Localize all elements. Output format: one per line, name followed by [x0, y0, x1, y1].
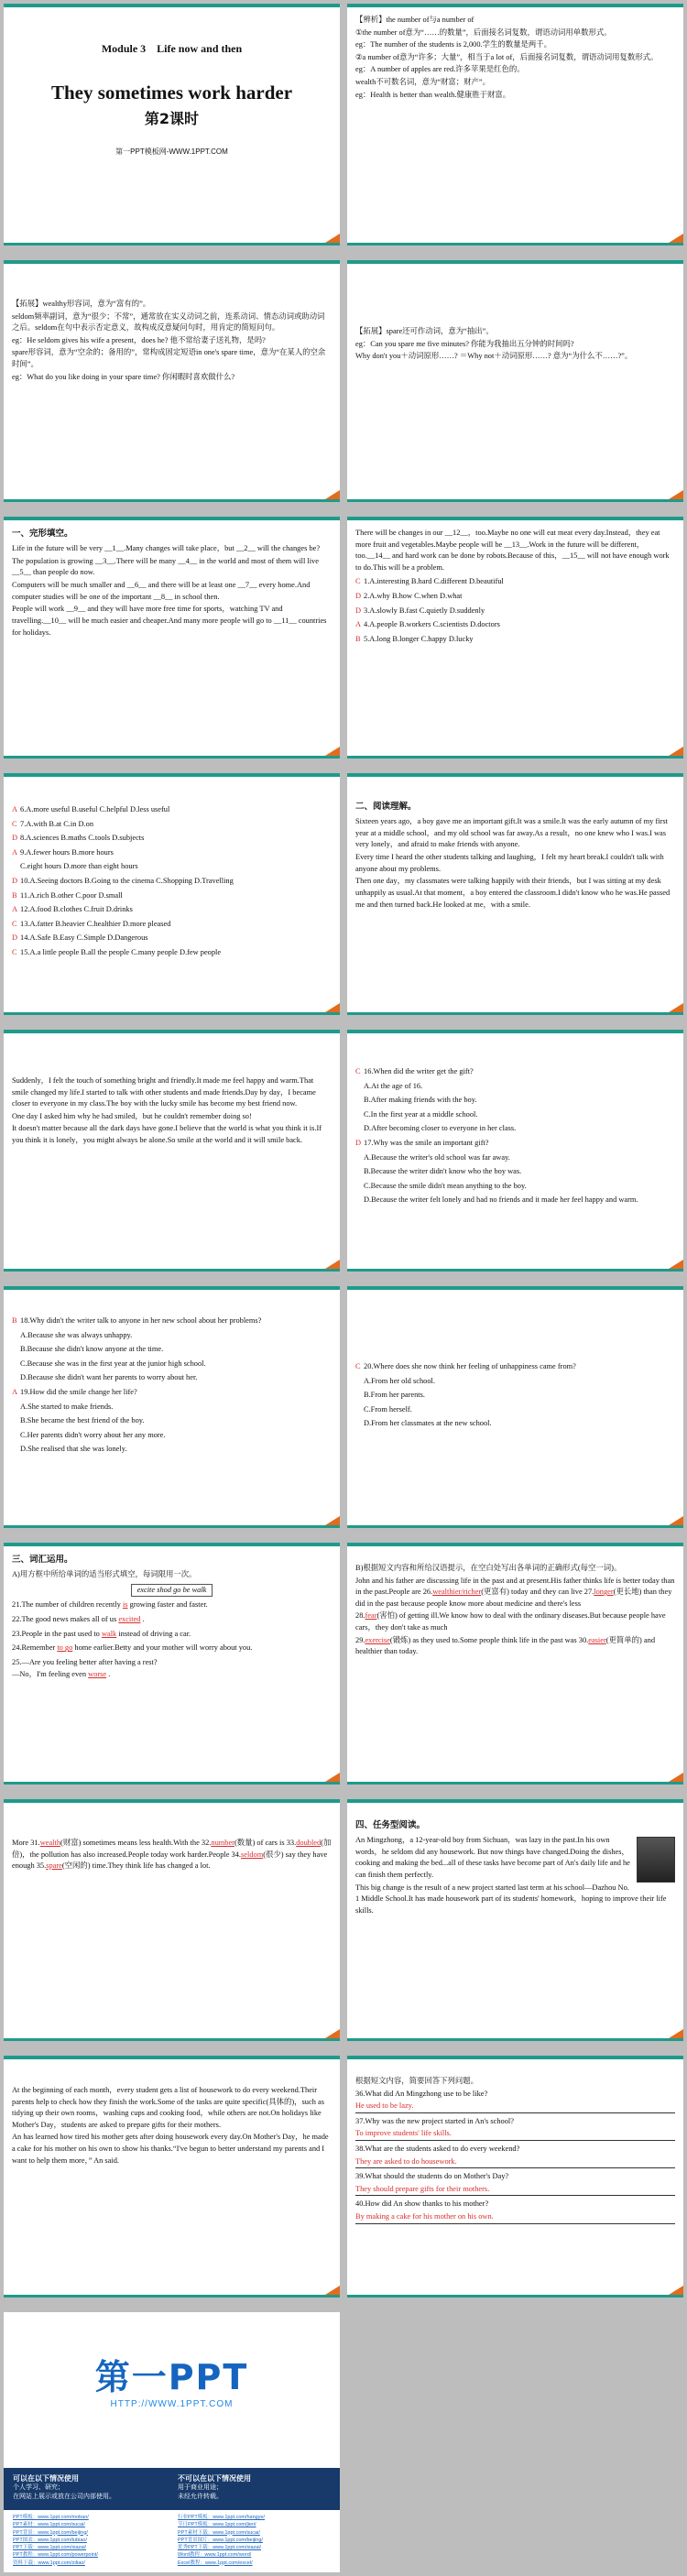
- option-line: [12, 919, 332, 931]
- option-text: 18.Why didn't the writer talk to anyone in her new school about her problems?: [20, 1316, 262, 1325]
- answer-key: C: [355, 577, 361, 586]
- answer-key: C: [355, 1067, 361, 1075]
- option-line: [355, 619, 675, 631]
- text-line: 【拓展】spare还可作动词，意为“抽出”。: [355, 327, 494, 335]
- answer-blank: spare: [46, 1861, 62, 1871]
- can-use: [13, 2473, 164, 2502]
- ad-link: [13, 2529, 168, 2537]
- answer-key: C: [355, 1362, 361, 1370]
- answer-key: D: [355, 1139, 362, 1148]
- option-text: 13.A.fatter B.heavier C.healthier D.more pleased: [20, 919, 171, 928]
- ad-link-text: PPT教程：www.1ppt.com/powerpoint/: [13, 2552, 98, 2559]
- answer-line: They are asked to do housework.: [355, 2156, 675, 2169]
- item-post: home earlier.Betty and your mother will worry about you.: [74, 1643, 253, 1653]
- option-line: [355, 606, 675, 617]
- option-text: 3.A.slowly B.fast C.quietly D.suddenly: [364, 606, 485, 615]
- ad-link: [13, 2551, 168, 2559]
- ad-link: [178, 2529, 333, 2537]
- answer-key: D: [12, 834, 18, 843]
- answer-blank: fear: [365, 1611, 377, 1621]
- option-text: A.From her old school.: [364, 1376, 435, 1385]
- option-text: B.Because the writer didn't know who the boy was.: [364, 1167, 522, 1176]
- option-line: [355, 1123, 675, 1135]
- option-line: [12, 861, 332, 873]
- ppt-ad-slide: [4, 2312, 340, 2572]
- answer-blank: excited: [118, 1615, 141, 1624]
- line-text: (空闲的) time.They think life has changed a lot.: [61, 1861, 211, 1871]
- links-left: [13, 2514, 168, 2567]
- answer-blank: easier: [588, 1635, 606, 1644]
- line-text: (锻炼) as they used to.Some people think life in the past was 30.: [389, 1635, 589, 1644]
- text-line: eg：What do you like doing in your spare time? 你闲暇时喜欢做什么?: [12, 372, 235, 381]
- module-title: Module 3 Life now and then: [101, 42, 243, 55]
- option-text: A.At the age of 16.: [364, 1081, 423, 1090]
- slide-task-reading-1: [347, 1799, 683, 2041]
- option-text: C.eight hours D.more than eight hours: [20, 862, 138, 871]
- fill-item: [12, 1657, 332, 1680]
- option-text: D.She realised that she was lonely.: [20, 1445, 127, 1454]
- answer-key: A: [12, 905, 18, 914]
- line-text: John and his father are discussing life in the past and at present.His father thinks life is better today than in the past.People are 26.: [355, 1576, 675, 1597]
- option-line: [12, 804, 332, 816]
- ppt-logo: 第一PPT: [94, 2357, 249, 2397]
- answer-blank: number: [211, 1839, 234, 1847]
- slide-cloze-options: [4, 773, 340, 1015]
- slide-cloze-2: [347, 517, 683, 759]
- answer-key: B: [12, 1316, 17, 1325]
- option-line: [12, 876, 332, 888]
- option-text: B.From her parents.: [364, 1391, 425, 1400]
- answer-blank: longer: [594, 1588, 614, 1597]
- answer-blank: doubled: [296, 1839, 322, 1847]
- answer-key: C: [12, 819, 17, 828]
- ad-link: [178, 2544, 333, 2551]
- option-line: [12, 1372, 332, 1384]
- text-line: 【辨析】the number of与a number of: [355, 16, 474, 24]
- s13-items: [12, 1599, 332, 1680]
- fill-item: [12, 1629, 332, 1641]
- line-text: 28.: [355, 1611, 365, 1621]
- option-line: [355, 1166, 675, 1178]
- option-line: [12, 947, 332, 959]
- option-line: [12, 890, 332, 902]
- empty-cell: [347, 2312, 683, 2572]
- line-text: (财富) sometimes means less health.With the 32.: [60, 1839, 212, 1847]
- answer-key: B: [12, 890, 17, 900]
- answer-key: B: [355, 634, 361, 643]
- line-text: (加倍)，the pollution has also increased.People today work harder.People 34.: [12, 1839, 332, 1859]
- option-line: [355, 576, 675, 588]
- text-line: Life in the future will be very __1__.Many changes will take place，but __2__ will the changes be?: [12, 544, 321, 553]
- slide-answers: [347, 2056, 683, 2298]
- s12-lines: [355, 1361, 675, 1430]
- text-line: 【拓展】wealthy形容词，意为“富有的”。: [12, 300, 151, 308]
- fill-item: [12, 1643, 332, 1654]
- option-line: [12, 933, 332, 944]
- answer-blank: worse: [88, 1669, 107, 1678]
- line-text: 29.: [355, 1635, 365, 1644]
- text-line: One day I asked him why he had smiled，but he couldn't remember doing so!: [12, 1111, 252, 1120]
- instruction: B)根据短文内容和所给汉语提示，在空白处写出各单词的正确形式(每空一词)。: [355, 1564, 622, 1572]
- answer-key: D: [12, 877, 18, 886]
- answer-blank: wealth: [39, 1839, 61, 1847]
- slide-spare: [347, 260, 683, 502]
- option-line: [355, 1418, 675, 1430]
- slide-vocab-b: [347, 1543, 683, 1785]
- answer-blank: wealthier/richer: [432, 1588, 482, 1597]
- option-line: [12, 833, 332, 845]
- answer-blank: is: [122, 1600, 128, 1610]
- cover-block: [12, 40, 332, 158]
- text-line: wealth不可数名词，意为“财富；财产”。: [355, 78, 491, 87]
- option-line: [12, 1387, 332, 1399]
- question: 39.What should the students do on Mother's Day?: [355, 2172, 509, 2181]
- ad-link: [178, 2551, 333, 2559]
- links-right: [178, 2514, 333, 2567]
- ad-link: [13, 2514, 168, 2521]
- answer-key: D: [355, 606, 362, 615]
- section-heading: 三、词汇运用。: [12, 1555, 73, 1565]
- s14-lines: [355, 1576, 675, 1658]
- text-line: It doesn't matter because all the dark days have gone.I believe that the world is what you think it is.If you think it is lonely，you might always be alone.So smile at the world and it will smile back.: [12, 1124, 322, 1145]
- text-line: An has learned how tired his mother gets after doing housework every day.On Mother's Day，he made a cake for his mother on his own to show his thanks.“I've begun to better understand my parents and I want to help them more，” An said.: [12, 2133, 329, 2165]
- text-line: eg：The number of the students is 2,000.学生的数量是两千。: [355, 40, 552, 49]
- cannot-text: 用于商业用途； 未经允许转载。: [178, 2484, 223, 2500]
- ppt-url[interactable]: HTTP://WWW.1PPT.COM: [110, 2399, 234, 2409]
- slide-vocab-b2: [4, 1799, 340, 2041]
- line-text: More 31.: [12, 1839, 40, 1847]
- option-text: 12.A.food B.clothes C.fruit D.drinks: [20, 905, 133, 914]
- item-post: instead of driving a car.: [118, 1629, 191, 1638]
- item-pre: 24.Remember: [12, 1643, 56, 1653]
- option-text: 4.A.people B.workers C.scientists D.doctors: [364, 620, 500, 629]
- text-line: eg：He seldom gives his wife a present，does he? 他不常给妻子送礼物，是吗?: [12, 335, 266, 344]
- answer-line: By making a cake for his mother on his own.: [355, 2211, 675, 2224]
- lesson-title: They sometimes work harder: [50, 82, 293, 104]
- option-line: [12, 1444, 332, 1456]
- s9-lines: [12, 1075, 332, 1147]
- fill-item: [12, 1614, 332, 1626]
- option-text: 2.A.why B.how C.when D.what: [364, 592, 463, 601]
- option-line: [355, 1066, 675, 1078]
- s3-lines: [12, 299, 332, 383]
- option-line: [12, 1315, 332, 1327]
- option-line: [12, 1402, 332, 1414]
- fill-line: [12, 1838, 332, 1872]
- option-line: [12, 904, 332, 916]
- option-text: 11.A.rich B.other C.poor D.small: [20, 890, 123, 900]
- ad-link-text: Excel教程：www.1ppt.com/excel/: [178, 2560, 253, 2566]
- can-title: 可以在以下情况使用: [13, 2474, 79, 2483]
- text-line: There will be changes in our __12__，too.Maybe no one will eat meat every day.Instead，they eat more fruit and vegetables.Maybe people will be __13__.Work in the future will be different，too.__14__ and hard work can be done by robots.Because of this，__15__ will not have enough work to do.This will be a problem.: [355, 529, 670, 572]
- text-line: Sixteen years ago，a boy gave me an important gift.It was a smile.It was the early autumn of my first year at a middle school，and my old school was far away.As a result，no one knew who I was.I was very lonely，and afraid to make friends with anyone.: [355, 817, 668, 849]
- item-post: growing faster and faster.: [129, 1600, 208, 1610]
- option-text: B.After making friends with the boy.: [364, 1096, 477, 1105]
- option-text: C.Because the smile didn't mean anything to the boy.: [364, 1181, 527, 1190]
- s4-lines: [355, 326, 675, 363]
- s15-lines: [12, 1838, 332, 1872]
- option-text: 16.When did the writer get the gift?: [364, 1067, 474, 1075]
- text-line: Computers will be much smaller and __6__ and there will be at least one __7__ every home.And computer studies will be one of the important __8__ in school then.: [12, 581, 311, 601]
- option-line: [12, 1359, 332, 1370]
- option-line: [355, 1404, 675, 1416]
- question: 40.How did An show thanks to his mother?: [355, 2199, 489, 2209]
- student-photo: [637, 1837, 675, 1883]
- option-text: D.Because the writer felt lonely and had no friends and it made her feel happy and warm.: [364, 1195, 638, 1205]
- ad-link-text: 资料下载：www.1ppt.com/ziliao/: [13, 2560, 85, 2566]
- option-text: 8.A.sciences B.maths C.tools D.subjects: [20, 834, 145, 843]
- ad-link: [178, 2537, 333, 2544]
- option-text: B.Because she didn't know anyone at the time.: [20, 1345, 164, 1354]
- section-heading: 一、完形填空。: [12, 529, 73, 539]
- item-pre: 22.The good news makes all of us: [12, 1615, 117, 1624]
- line-text: (更简单的) and healthier than today.: [355, 1635, 656, 1656]
- option-text: 14.A.Safe B.Easy C.Simple D.Dangerous: [20, 933, 148, 943]
- option-line: [355, 1390, 675, 1402]
- instruction: 根据短文内容，简要回答下列问题。: [355, 2077, 478, 2085]
- option-text: A.Because she was always unhappy.: [20, 1330, 133, 1339]
- text-line: At the beginning of each month，every student gets a list of housework to do every weekend.Their parents help to check how they finish the work.Some of the tasks are quite specific(具体的)，such as tidying up their own rooms，washing cups and cooking food，while others are not.On holidays like Mother's Day，students are asked to prepare gifts for their mothers.: [12, 2086, 324, 2129]
- word-box-wrap: [12, 1584, 332, 1598]
- ad-link-text: Word教程：www.1ppt.com/word/: [178, 2552, 252, 2559]
- s7-options: [12, 804, 332, 959]
- option-text: D.Because she didn't want her parents to worry about her.: [20, 1373, 198, 1382]
- ad-link: [13, 2544, 168, 2551]
- answer-line: To improve students' life skills.: [355, 2128, 675, 2141]
- s18-qa: [355, 2089, 675, 2224]
- section-heading: 二、阅读理解。: [355, 802, 417, 812]
- answer-line: They should prepare gifts for their mothers.: [355, 2184, 675, 2197]
- can-text: 个人学习、研究； 在网站上展示或放在公司内部使用。: [13, 2484, 115, 2500]
- answer-key: A: [12, 847, 18, 857]
- option-line: [12, 819, 332, 831]
- answer-key: C: [12, 948, 17, 957]
- line-text: (更长地) than they did in the past because people know more about medicine and there's less: [355, 1588, 672, 1608]
- option-text: 10.A.Seeing doctors B.Going to the cinema C.Shopping D.Travelling: [20, 877, 234, 886]
- slide-question-20: [347, 1286, 683, 1528]
- option-line: [355, 1181, 675, 1193]
- slide-cover: [4, 4, 340, 246]
- answer-key: A: [355, 620, 362, 629]
- s11-lines: [12, 1315, 332, 1456]
- option-line: [355, 634, 675, 646]
- option-line: [355, 591, 675, 603]
- fill-line: [355, 1610, 675, 1633]
- answer-key: C: [12, 919, 17, 928]
- option-line: [355, 1095, 675, 1107]
- text-line: An Mingzhong，a 12-year-old boy from Sichuan，was lazy in the past.In his own words，he seldom did any housework. But now things have changed.Doing the dishes，cooking and making the bed...all of these tasks have become part of An's daily life and he can finish them perfectly.: [355, 1836, 630, 1880]
- option-line: [355, 1109, 675, 1121]
- option-text: B.She became the best friend of the boy.: [20, 1416, 145, 1425]
- ad-link-text: PPT背景图片：www.1ppt.com/beijing/: [178, 2537, 263, 2543]
- answer-blank: seldom: [241, 1850, 264, 1859]
- answer-line: He used to be lazy.: [355, 2101, 675, 2113]
- word-box: excite shod go be walk: [131, 1584, 213, 1598]
- s16-lines: [355, 1835, 675, 1916]
- ad-link: [178, 2560, 333, 2567]
- option-line: [355, 1081, 675, 1093]
- option-text: C.In the first year at a middle school.: [364, 1109, 478, 1119]
- question: 37.Why was the new project started in An's school?: [355, 2116, 514, 2125]
- slide-wealthy-seldom: [4, 260, 340, 502]
- text-line: This big change is the result of a new project started last term at his school—Dazhou No. 1 Middle School.It has made housework part of its students' homework，hoping to improve their life skills.: [355, 1883, 667, 1915]
- option-line: [12, 1415, 332, 1427]
- option-text: C.Because she was in the first year at the junior high school.: [20, 1359, 206, 1368]
- option-text: 5.A.long B.longer C.happy D.lucky: [364, 634, 474, 643]
- slide-reading-2: [4, 1030, 340, 1272]
- line-text: (害怕) of getting ill.We know how to deal with the ordinary diseases.But because people have cars，they don't take as much: [355, 1611, 666, 1632]
- ad-link-text: PPT模板：www.1ppt.com/moban/: [13, 2515, 89, 2520]
- line-text: (很少) say they have enough 35.: [12, 1850, 328, 1871]
- answer-blank: exercise: [365, 1635, 390, 1644]
- answer-key: A: [12, 805, 18, 813]
- option-text: 17.Why was the smile an important gift?: [364, 1139, 489, 1148]
- s2-lines: [355, 15, 675, 101]
- option-line: [12, 847, 332, 859]
- option-line: [355, 1361, 675, 1373]
- option-text: 19.How did the smile change her life?: [20, 1388, 137, 1397]
- option-line: [12, 1344, 332, 1356]
- option-line: [12, 1430, 332, 1442]
- option-line: [355, 1138, 675, 1150]
- answer-key: A: [12, 1388, 18, 1397]
- text-line: Then one day，my classmates were talking happily with their friends，but I was sitting at my desk unhappily as usual.At that moment，a boy entered the classroom.I didn't know who he was.He passed me and then turned back.He looked at me，with a smile.: [355, 877, 671, 909]
- lesson-subtitle: 第2课时: [144, 109, 200, 127]
- answer-blank: walk: [101, 1629, 117, 1638]
- option-text: D.After becoming closer to everyone in her class.: [364, 1124, 517, 1133]
- usage-band: [4, 2468, 340, 2510]
- text-line: Every time I heard the other students talking and laughing，I felt my heart break.I couldn't talk with anyone about my problems.: [355, 853, 664, 873]
- option-text: C.From herself.: [364, 1404, 412, 1414]
- slide-task-reading-2: [4, 2056, 340, 2298]
- text-line: Suddenly，I felt the touch of something bright and friendly.It made me feel happy and warm.That smile changed my life.I started to talk with other students and made friends.Day by day，I became closer to everyone in my class.The boy with the lucky smile has become my best friend now.: [12, 1076, 316, 1108]
- option-line: [12, 1330, 332, 1342]
- answer-key: D: [12, 933, 18, 943]
- line-text: (更富有) today and they can live 27.: [481, 1588, 594, 1597]
- question: 36.What did An Mingzhong use to be like?: [355, 2089, 488, 2098]
- ad-link-text: PPT背景：www.1ppt.com/beijing/: [13, 2529, 88, 2536]
- text-line: spare形容词，意为“空余的；备用的”，常构成固定短语in one's spare time，意为“在某人的空余时间”。: [12, 348, 326, 369]
- item-post: .: [108, 1669, 111, 1678]
- text-line: seldom频率副词，意为“很少；不常”，通常放在实义动词之前，连系动词、情态动词或助动词之后。seldom在句中表示否定意义，故构成反意疑问句时，用肯定的简短问句。: [12, 311, 325, 333]
- fill-line: [355, 1576, 675, 1610]
- option-line: [355, 1195, 675, 1206]
- item-post: .: [142, 1615, 145, 1624]
- ad-link-text: PPT素材下载：www.1ppt.com/sucai/: [178, 2529, 260, 2536]
- option-text: 15.A.a little people B.all the people C.many people D.few people: [20, 948, 222, 957]
- slide-number-vs: [347, 4, 683, 246]
- line-text: (数量) of cars is 33.: [234, 1839, 297, 1847]
- option-text: 20.Where does she now think her feeling of unhappiness came from?: [364, 1362, 576, 1370]
- cannot-use: [178, 2473, 329, 2502]
- section-heading: 四、任务型阅读。: [355, 1821, 426, 1830]
- text-line: The population is growing __3__.There will be many __4__ in the world and most of them will live __5__ than people do now.: [12, 556, 319, 577]
- s6-lines: [355, 528, 675, 573]
- s5-lines: [12, 543, 332, 639]
- ad-link-text: 行业PPT模板：www.1ppt.com/hangye/: [178, 2515, 266, 2520]
- option-line: [355, 1152, 675, 1164]
- fill-item: [12, 1599, 332, 1611]
- option-text: 1.A.interesting B.hard C.different D.beautiful: [364, 577, 504, 586]
- slide-reading-1: [347, 773, 683, 1015]
- option-text: 9.A.fewer hours B.more hours: [20, 847, 114, 857]
- ad-link: [13, 2521, 168, 2528]
- fill-line: [355, 1635, 675, 1658]
- text-line: People will work __9__ and they will have more free time for sports，watching TV and travelling.__10__ will be much easier and cheaper.And many more people will go to __11__ countries for holidays.: [12, 605, 327, 637]
- text-line: eg：Can you spare me five minutes? 你能为我抽出五分钟的时间吗?: [355, 339, 574, 348]
- question: 38.What are the students asked to do every weekend?: [355, 2145, 520, 2154]
- ad-link-text: PPT图表：www.1ppt.com/tubiao/: [13, 2537, 88, 2543]
- ad-link: [13, 2537, 168, 2544]
- instruction: A)用方框中所给单词的适当形式填空，每词限用一次。: [12, 1570, 197, 1579]
- ad-link: [178, 2514, 333, 2521]
- s6-options: [355, 576, 675, 645]
- text-line: ①the number of意为“……的数量”，后面接名词复数，谓语动词用单数形式。: [355, 27, 612, 37]
- option-text: C.Her parents didn't worry about her any more.: [20, 1430, 166, 1439]
- s10-lines: [355, 1066, 675, 1206]
- slide-questions-18-19: [4, 1286, 340, 1528]
- option-line: [355, 1376, 675, 1388]
- answer-key: D: [355, 592, 362, 601]
- s8-lines: [355, 816, 675, 911]
- slide-questions-16-17: [347, 1030, 683, 1272]
- option-text: A.Because the writer's old school was far away.: [364, 1152, 510, 1162]
- item-pre: 23.People in the past used to: [12, 1629, 100, 1638]
- item-pre: 25.—Are you feeling better after having a rest? —No，I'm feeling even: [12, 1657, 158, 1678]
- text-line: eg：Health is better than wealth.健康胜于财富。: [355, 90, 511, 99]
- slide-cloze-1: [4, 517, 340, 759]
- answer-blank: to go: [57, 1643, 73, 1653]
- slide-vocab-a: [4, 1543, 340, 1785]
- text-line: eg：A number of apples are red.许多苹果是红色的。: [355, 65, 525, 74]
- ad-link-text: PPT素材：www.1ppt.com/sucai/: [13, 2522, 85, 2528]
- item-pre: 21.The number of children recently: [12, 1600, 121, 1610]
- cover-link[interactable]: 第一PPT模板网-WWW.1PPT.COM: [115, 147, 228, 156]
- ad-link-text: 优秀PPT下载：www.1ppt.com/xiazai/: [178, 2545, 262, 2550]
- cannot-title: 不可以在以下情况使用: [178, 2474, 251, 2483]
- option-text: A.She started to make friends.: [20, 1402, 114, 1411]
- ad-link-text: PPT下载：www.1ppt.com/xiazai/: [13, 2545, 87, 2550]
- s17-lines: [12, 2085, 332, 2167]
- option-text: 7.A.with B.at C.in D.on: [20, 819, 94, 828]
- ad-link: [178, 2521, 333, 2528]
- text-line: Why don't you＋动词原形……? ＝Why not＋动词原形……? 意为“为什么不……?”。: [355, 352, 633, 361]
- option-text: D.From her classmates at the new school.: [364, 1419, 492, 1428]
- ad-link: [13, 2560, 168, 2567]
- option-text: 6.A.more useful B.useful C.helpful D.less useful: [20, 805, 170, 813]
- ad-link-text: 节日PPT模板：www.1ppt.com/jieri/: [178, 2522, 256, 2528]
- text-line: ②a number of意为“许多；大量”，相当于a lot of，后面接名词复数，谓语动词用复数形式。: [355, 52, 659, 61]
